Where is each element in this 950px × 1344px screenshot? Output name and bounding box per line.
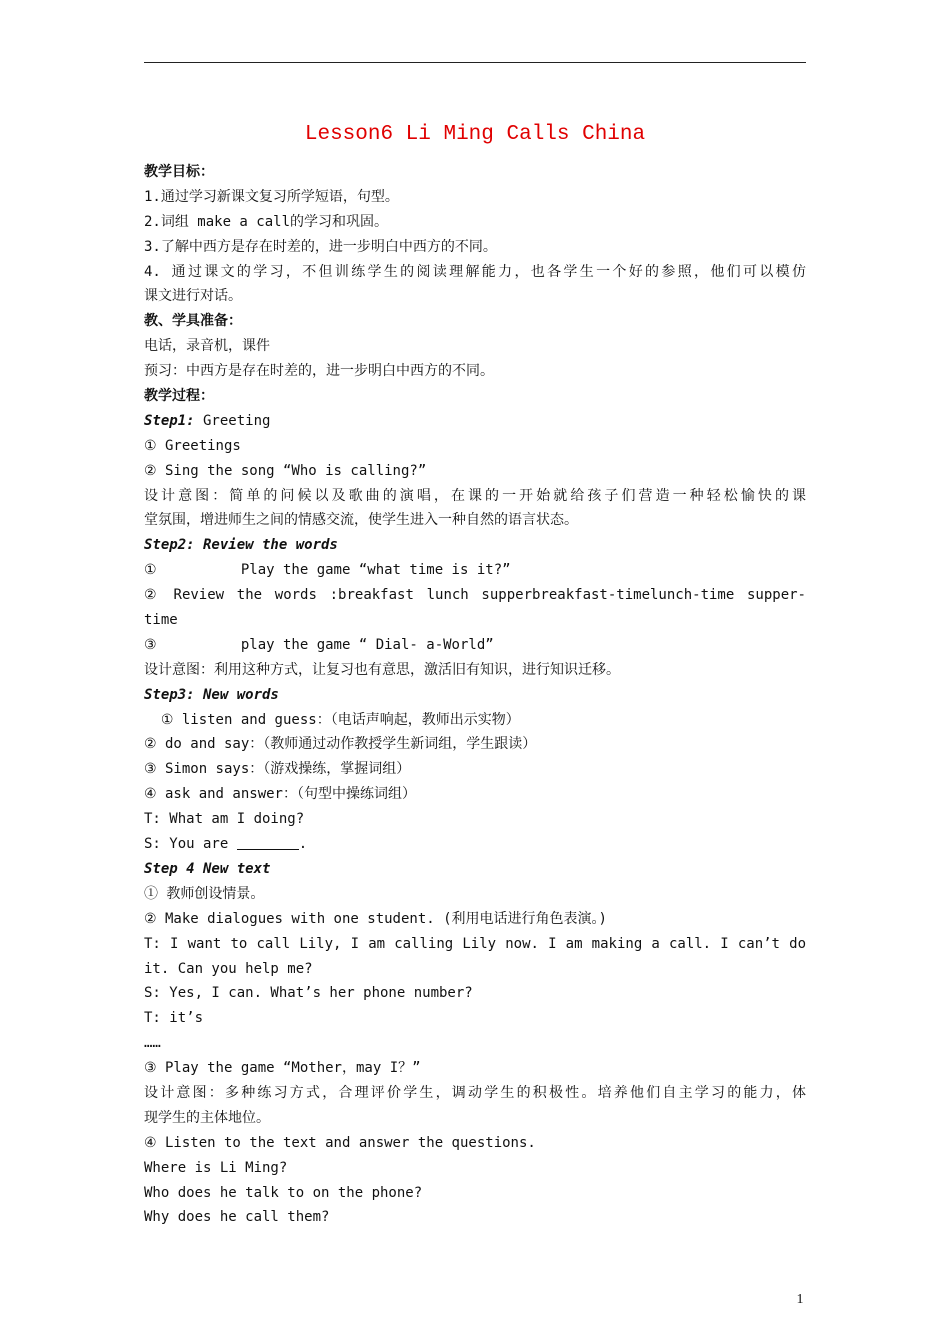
step-2-item-2-line-1: ② Review the words :breakfast lunch supperbreakfast-timelunch-time supper- <box>144 587 806 604</box>
prep-preview: 预习：中西方是存在时差的，进一步明白中西方的不同。 <box>144 363 494 380</box>
step-1-heading <box>144 409 806 434</box>
step-1-text: Greeting <box>194 412 271 429</box>
header-rule <box>144 62 806 63</box>
step-2-item-1: ① Play the game “what time is it?” <box>144 562 511 579</box>
step-2-intent: 设计意图：利用这种方式，让复习也有意思，激活旧有知识，进行知识迁移。 <box>144 661 620 678</box>
student-line-text: S: You are <box>144 836 237 853</box>
step-2-item-3: ③ play the game “ Dial- a-World” <box>144 636 494 653</box>
step-1-label: Step1: <box>144 412 195 429</box>
step-1-item-1: ① Greetings <box>144 437 241 454</box>
step-3-heading: Step3: New words <box>144 686 279 703</box>
step-4-item-3: ③ Play the game “Mother，may I？” <box>144 1060 421 1077</box>
step-3-item-4: ④ ask and answer：（句型中操练词组） <box>144 786 416 803</box>
goal-2: 2.词组 make a call的学习和巩固。 <box>144 213 389 230</box>
step-4-item-1: ① 教师创设情景。 <box>144 885 265 902</box>
step-2-heading: Step2: Review the words <box>144 537 338 554</box>
process-heading: 教学过程： <box>144 388 214 405</box>
step-4-intent-line-2: 现学生的主体地位。 <box>144 1109 270 1126</box>
student-line-end: . <box>298 836 308 853</box>
step-4-item-4: ④ Listen to the text and answer the questions. <box>144 1134 536 1151</box>
step-4-student-line: S: Yes, I can. What’s her phone number? <box>144 985 473 1002</box>
page-number: 1 <box>796 1292 804 1307</box>
step-3-student-line <box>144 832 806 857</box>
goal-4-line-1: 4. 通过课文的学习，不但训练学生的阅读理解能力，也各学生一个好的参照，他们可以模仿 <box>144 263 806 280</box>
lesson-title: Lesson6 Li Ming Calls China <box>304 123 646 146</box>
document-body <box>144 148 806 1230</box>
step-4-intent-line-1: 设计意图：多种练习方式，合理评价学生，调动学生的积极性。培养他们自主学习的能力，体 <box>144 1084 806 1101</box>
step-4-teacher-line-2: T: it’s <box>144 1010 204 1027</box>
question-2: Who does he talk to on the phone? <box>144 1184 423 1201</box>
step-1-item-2: ② Sing the song “Who is calling?” <box>144 462 427 479</box>
answer-blank <box>237 835 299 850</box>
step-3-item-3: ③ Simon says：（游戏操练，掌握词组） <box>144 761 411 778</box>
step-1-intent-line-1: 设计意图：简单的问候以及歌曲的演唱，在课的一开始就给孩子们营造一种轻松愉快的课 <box>144 487 806 504</box>
question-1: Where is Li Ming? <box>144 1159 288 1176</box>
prep-heading: 教、学具准备： <box>144 313 242 330</box>
step-3-item-1: ① listen and guess：（电话声响起，教师出示实物） <box>144 711 520 728</box>
goal-1: 1.通过学习新课文复习所学短语，句型。 <box>144 188 399 205</box>
step-4-heading: Step 4 New text <box>144 860 271 877</box>
step-1-intent-line-2: 堂氛围，增进师生之间的情感交流，使学生进入一种自然的语言状态。 <box>144 512 578 529</box>
step-3-teacher-line: T: What am I doing? <box>144 811 305 828</box>
step-4-teacher-line-1a: T: I want to call Lily, I am calling Lily now. I am making a call. I can’t do <box>144 935 806 952</box>
goals-heading: 教学目标： <box>144 164 214 180</box>
step-2-item-2-line-2: time <box>144 612 178 629</box>
step-3-item-2: ② do and say：（教师通过动作教授学生新词组，学生跟读） <box>144 736 537 753</box>
question-3: Why does he call them? <box>144 1209 330 1226</box>
ellipsis: …… <box>144 1035 161 1052</box>
goal-4-line-2: 课文进行对话。 <box>144 288 242 305</box>
goal-3: 3.了解中西方是存在时差的，进一步明白中西方的不同。 <box>144 238 497 255</box>
step-4-item-2: ② Make dialogues with one student. (利用电话进行角色表演。) <box>144 910 607 927</box>
step-4-teacher-line-1b: it. Can you help me? <box>144 960 313 977</box>
prep-materials: 电话，录音机，课件 <box>144 338 270 355</box>
